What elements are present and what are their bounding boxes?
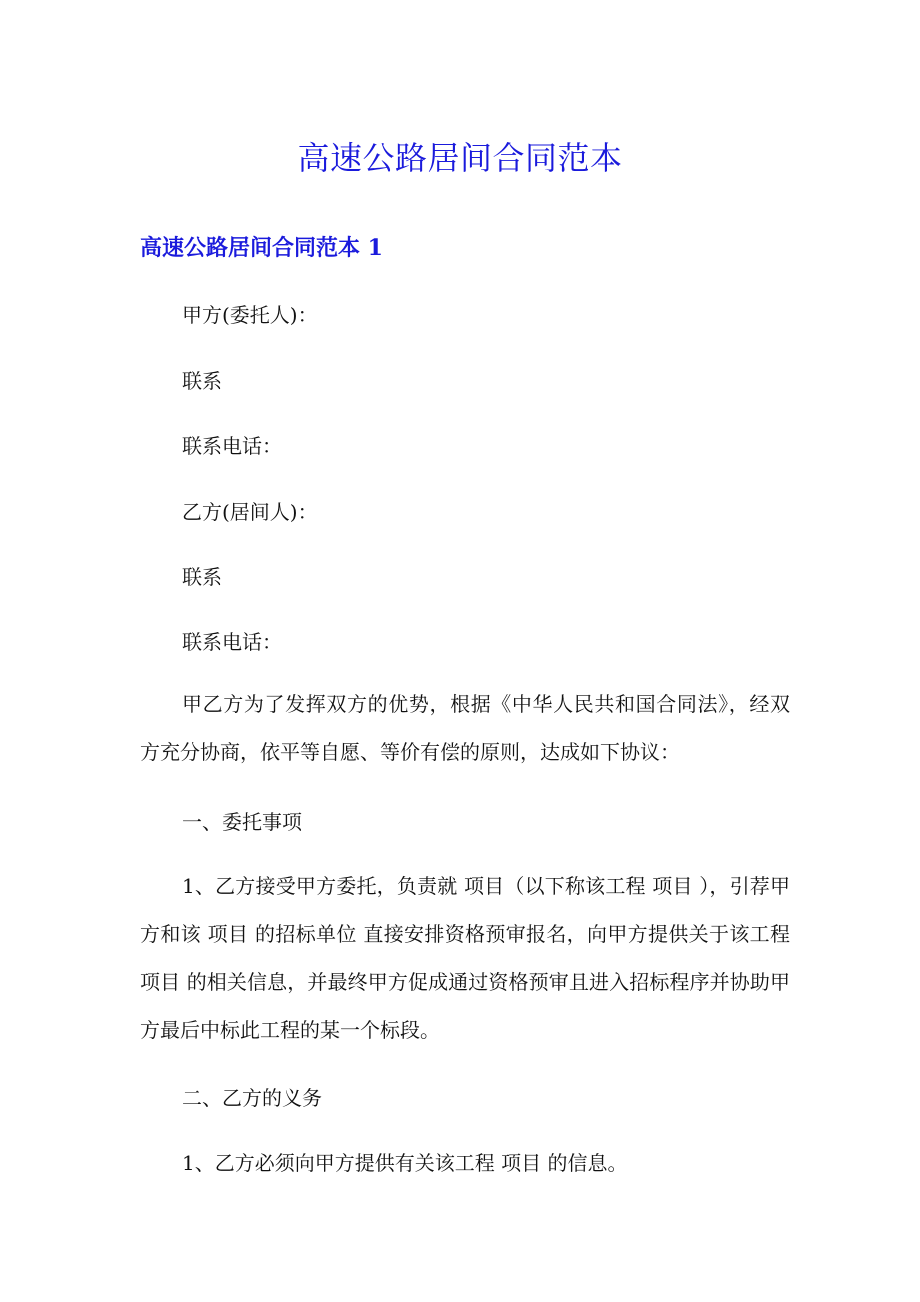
clause-2-item-1: 1、乙方必须向甲方提供有关该工程 项目 的信息。 [182, 1151, 628, 1175]
party-b-line: 乙方(居间人)： [182, 500, 318, 524]
preamble-paragraph: 甲乙方为了发挥双方的优势，根据《中华人民共和国合同法》，经双方充分协商，依平等自愿、等价有偿的原则，达成如下协议： [140, 692, 790, 764]
party-a-phone-line: 联系电话： [182, 434, 282, 458]
clause-1-item-1: 1、乙方接受甲方委托，负责就 项目（以下称该工程 项目 ），引荐甲方和该 项目 的招标单位 直接安排资格预审报名，向甲方提供关于该工程 项目 的相关信息，并最终甲方促成通过资格预审且进入招标程序并协助甲方最后中标此工程的某一个标段。 [140, 874, 790, 1042]
clause-2-heading: 二、乙方的义务 [182, 1086, 322, 1110]
document-title: 高速公路居间合同范本 [297, 139, 623, 177]
clause-1-heading: 一、委托事项 [182, 810, 302, 834]
section-heading: 高速公路居间合同范本 1 [140, 235, 383, 261]
party-a-contact-line: 联系 [182, 369, 222, 393]
party-a-line: 甲方(委托人)： [182, 303, 318, 327]
party-b-contact-line: 联系 [182, 565, 222, 589]
party-b-phone-line: 联系电话： [182, 630, 282, 654]
